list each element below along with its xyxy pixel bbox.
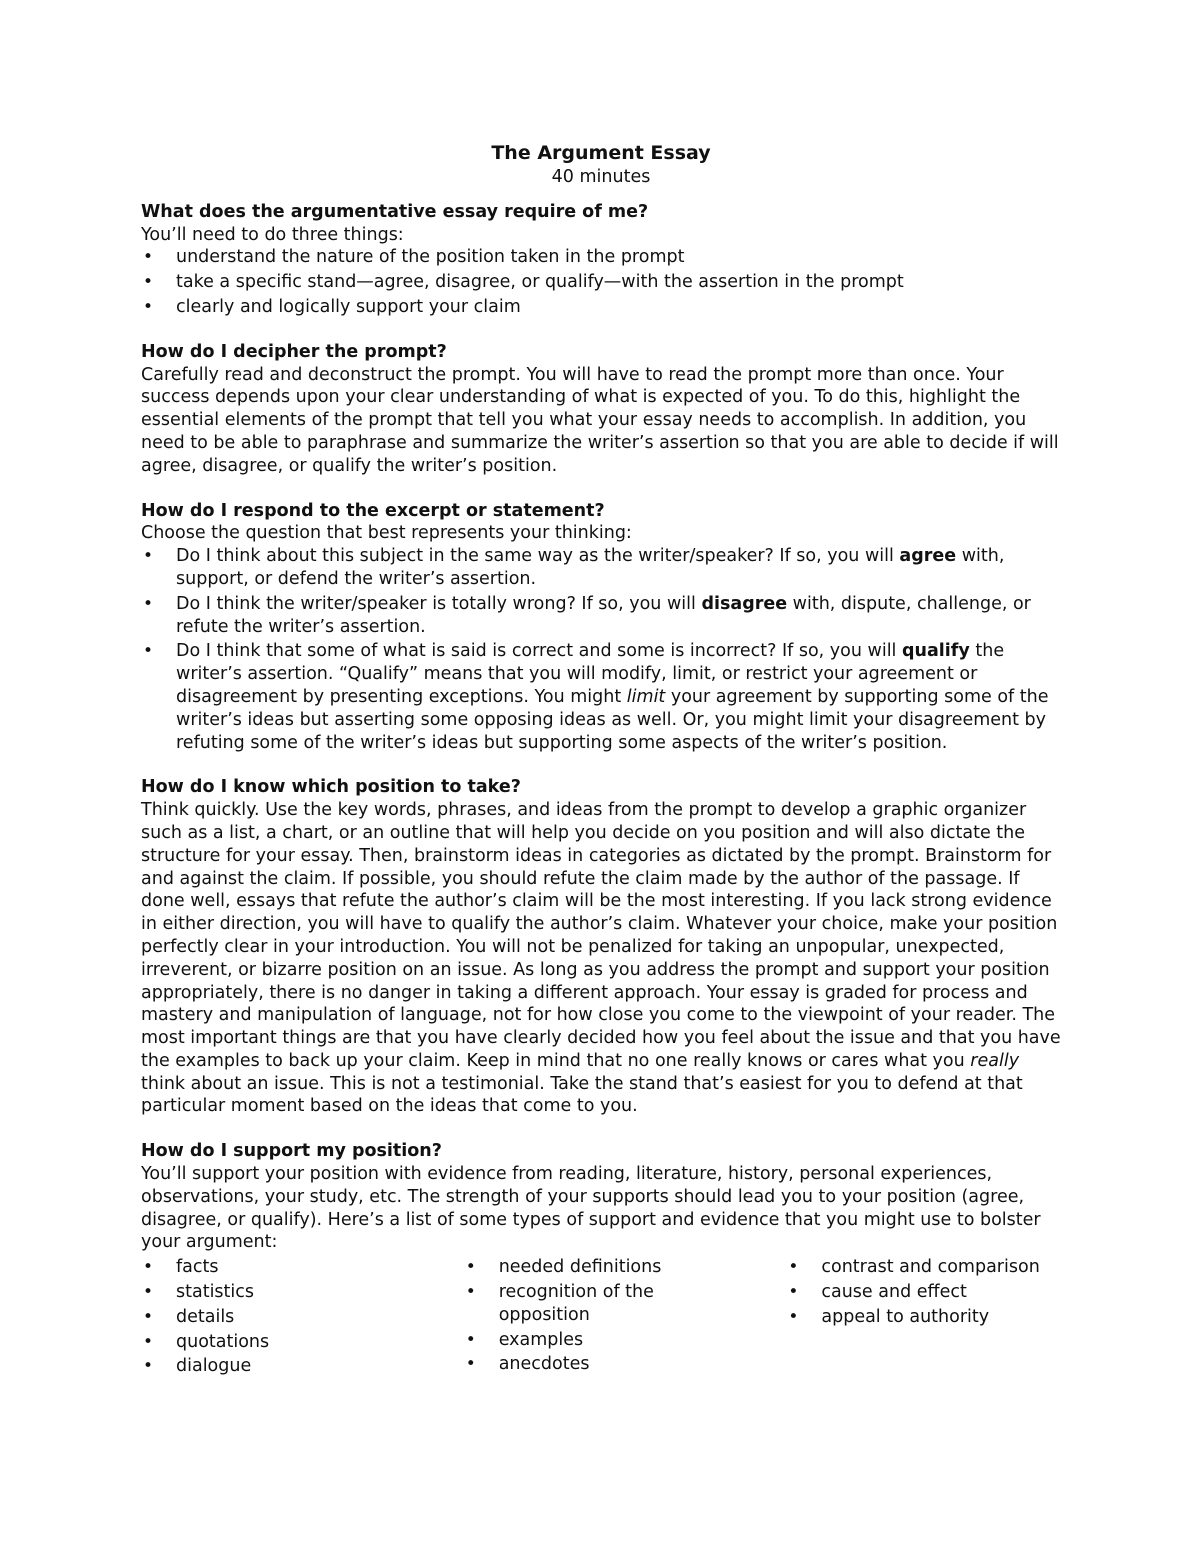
list-item: • appeal to authority: [786, 1306, 1061, 1329]
section-heading-requirements: What does the argumentative essay require of me?: [141, 201, 649, 222]
text-run: the writer’s assertion. “Qualify” means that you will modify, limit, or restrict your agreement or disagreement by presenting exceptions. You might: [176, 641, 1005, 707]
text-run: with, support, or defend the writer’s assertion.: [176, 546, 1005, 589]
section-body: [141, 799, 1061, 1118]
section-heading-position: How do I know which position to take?: [141, 777, 521, 798]
response-options-list: [141, 545, 1061, 754]
list-item: • cause and effect: [786, 1281, 1061, 1304]
document-subtitle: 40 minutes: [551, 167, 651, 187]
section-heading-decipher: How do I decipher the prompt?: [141, 341, 447, 362]
section-heading-respond: How do I respond to the excerpt or statement?: [141, 500, 605, 521]
text-run: with, dispute, challenge, or refute the writer’s assertion.: [176, 593, 1031, 637]
section-heading-support: How do I support my position?: [141, 1141, 442, 1162]
list-item: • anecdotes: [464, 1353, 787, 1376]
list-item: • dialogue: [141, 1355, 464, 1378]
text-run: your agreement by supporting some of the writer’s ideas but asserting some opposing ideas as well. Or, you might limit your disagreement by refuting some of the writer’s ideas but supporting some aspects of the writer’s position.: [176, 686, 1049, 753]
text-run: Think quickly. Use the key words, phrases, and ideas from the prompt to develop a graphic organizer such as a list, a chart, or an outline that will help you decide on you position and will also dictate the structure for your essay. Then, brainstorm ideas in categories as dictated by the prompt. Brainstorm for and against the claim. If possible, you should refute the claim made by the author of the passage. If done well, essays that refute the author’s claim will be the most interesting. If you lack strong evidence in either direction, you will have to qualify the author’s claim. Whatever your choice, make your position perfectly clear in your introduction. You will not be penalized for taking an unpopular, unexpected, irreverent, or bizarre position on an issue. As long as you address the prompt and support your position appropriately, there is no danger in taking a different approach. Your essay is graded for process and mastery and manipulation of language, not for how close you come to the viewpoint of your reader. The most important things are that you have clearly decided how you feel about the issue and that you have the examples to back up your claim. Keep in mind that no one really knows or cares what you: [141, 800, 1061, 1071]
section-body: Carefully read and deconstruct the prompt. You will have to read the prompt more than once. Your success depends upon your clear understanding of what is expected of you. To do this, highlight the essential elements of the prompt that tell you what your essay needs to accomplish. In addition, you need to be able to paraphrase and summarize the writer’s assertion so that you are able to decide if will agree, disagree, or qualify the writer’s position.: [141, 364, 1059, 476]
section-intro: You’ll need to do three things:: [141, 224, 404, 245]
list-item: • facts: [141, 1256, 464, 1279]
list-item: • take a specific stand—agree, disagree, or qualify—with the assertion in the prompt: [141, 271, 1061, 294]
text-run: Do I think about this subject in the same way as the writer/speaker? If so, you will: [176, 546, 900, 567]
list-item: • examples: [464, 1329, 787, 1352]
list-item: • statistics: [141, 1281, 464, 1304]
list-item: • quotations: [141, 1331, 464, 1354]
list-item: • needed definitions: [464, 1256, 787, 1279]
emphasis-agree: agree: [899, 546, 957, 567]
emphasis-qualify: qualify: [901, 641, 970, 662]
list-item: • details: [141, 1306, 464, 1329]
list-item-agree: [141, 545, 1061, 591]
emphasis-really: really: [970, 1050, 1020, 1071]
list-item: • clearly and logically support your claim: [141, 296, 1061, 319]
text-run: Do I think that some of what is said is correct and some is incorrect? If so, you will: [176, 641, 902, 662]
emphasis-limit: limit: [626, 686, 666, 707]
evidence-types-columns: [141, 1256, 1061, 1378]
emphasis-disagree: disagree: [701, 593, 788, 614]
evidence-list-column-1: [141, 1256, 464, 1378]
document-content: [141, 140, 1061, 1378]
document-title: The Argument Essay: [491, 142, 711, 164]
section-body: You’ll support your position with evidence from reading, literature, history, personal experiences, observations, your study, etc. The strength of your supports should lead you to your position (agree, disagree, or qualify). Here’s a list of some types of support and evidence that you might use to bolster your argument:: [141, 1164, 1041, 1253]
evidence-list-column-3: [786, 1256, 1061, 1378]
list-item: • contrast and comparison: [786, 1256, 1061, 1279]
requirements-list: [141, 246, 1061, 318]
list-item-qualify: [141, 640, 1061, 754]
section-intro: Choose the question that best represents your thinking:: [141, 523, 632, 544]
list-item: • understand the nature of the position taken in the prompt: [141, 246, 1061, 269]
list-item: • recognition of the opposition: [464, 1281, 787, 1327]
text-run: think about an issue. This is not a testimonial. Take the stand that’s easiest for you to defend at that particular moment based on the ideas that come to you.: [141, 1073, 1023, 1117]
text-run: Do I think the writer/speaker is totally wrong? If so, you will: [176, 593, 702, 614]
list-item-disagree: [141, 593, 1061, 639]
evidence-list-column-2: [464, 1256, 787, 1378]
